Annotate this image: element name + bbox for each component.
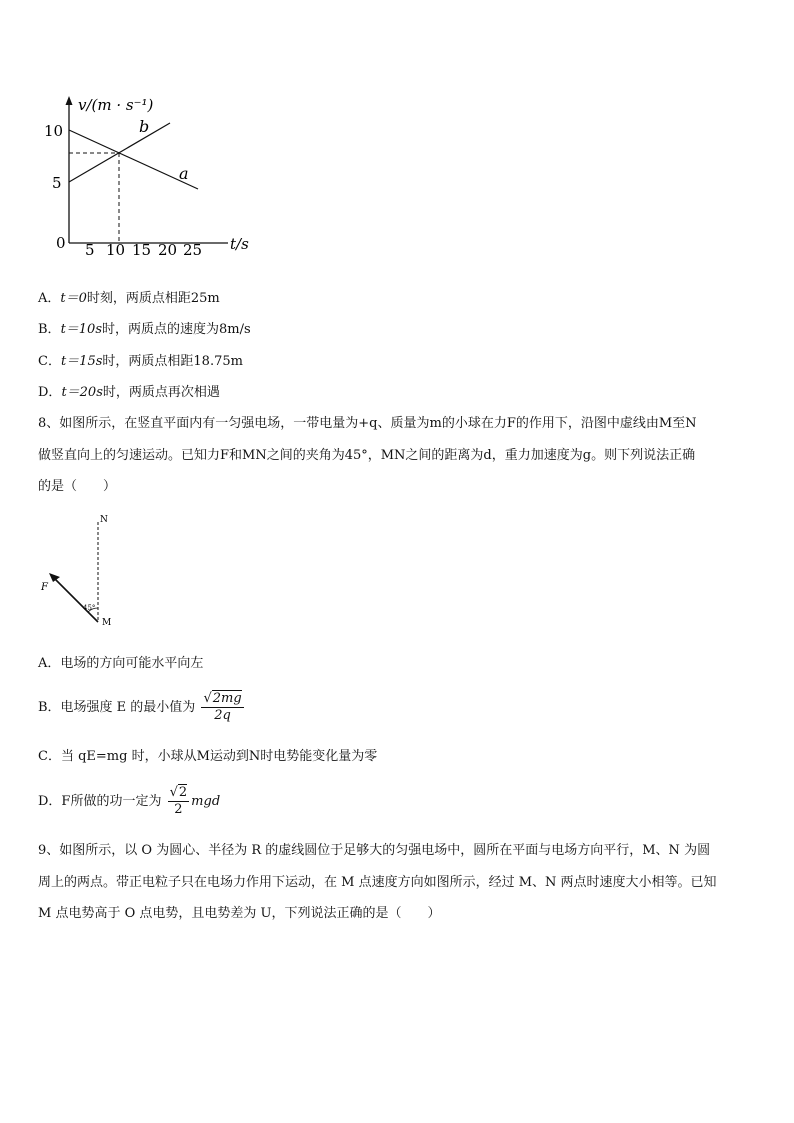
origin-label: 0 bbox=[56, 234, 66, 252]
q9-line-2: 周上的两点。带正电粒子只在电场力作用下运动，在 M 点速度方向如图所示，经过 M、N 两点时速度大小相等。已知 bbox=[38, 875, 717, 890]
x-tick-25: 25 bbox=[183, 241, 203, 259]
x-tick-15: 15 bbox=[132, 241, 152, 259]
label-f: F bbox=[41, 582, 48, 593]
line-b-label: b bbox=[139, 117, 150, 136]
q8-line-2: 做竖直向上的匀速运动。已知力F和MN之间的夹角为45°，MN之间的距离为d，重力加速度为g。则下列说法正确 bbox=[38, 448, 696, 463]
y-tick-5: 5 bbox=[52, 174, 62, 192]
q8-line-1: 8、如图所示，在竖直平面内有一匀强电场，一带电量为+q、质量为m的小球在力F的作用下，沿图中虚线由M至N bbox=[38, 416, 697, 431]
fraction-sqrt2mg-over-2q: $\frac{√2mg}{2q}$ bbox=[203, 691, 242, 723]
label-n: N bbox=[100, 515, 108, 525]
y-axis-arrow bbox=[66, 96, 73, 105]
y-axis-label: v/(m · s⁻¹) bbox=[78, 96, 154, 114]
q8-option-c: C．当 qE=mg 时，小球从M运动到N时电势能变化量为零 bbox=[38, 749, 378, 764]
angle-label: 45° bbox=[83, 604, 96, 612]
y-tick-10: 10 bbox=[44, 122, 64, 140]
q8-option-b: B．电场强度 E 的最小值为 $\frac{√2mg}{2q}$ bbox=[38, 691, 242, 723]
line-a-label: a bbox=[179, 164, 189, 183]
q7-option-d: D．t＝20s时，两质点再次相遇 bbox=[38, 385, 220, 400]
q8-line-3: 的是（ ） bbox=[38, 479, 117, 494]
q7-option-c: C．t＝15s时，两质点相距18.75m bbox=[38, 354, 243, 369]
velocity-time-graph bbox=[38, 88, 268, 263]
fraction-sqrt2-over-2: $\frac{√2}{2}$ bbox=[169, 785, 188, 817]
x-tick-20: 20 bbox=[158, 241, 178, 259]
x-tick-5: 5 bbox=[85, 241, 95, 259]
force-arrowhead bbox=[49, 573, 60, 582]
label-m: M bbox=[102, 618, 112, 628]
force-diagram bbox=[38, 510, 128, 635]
q8-option-d: D．F所做的功一定为 $\frac{√2}{2}$ mgd bbox=[38, 785, 221, 817]
x-axis-label: t/s bbox=[230, 235, 249, 253]
q9-line-3: M 点电势高于 O 点电势，且电势差为 U，下列说法正确的是（ ） bbox=[38, 906, 441, 921]
q7-option-a: A．t＝0时刻，两质点相距25m bbox=[38, 291, 220, 306]
x-tick-10: 10 bbox=[106, 241, 126, 259]
q7-option-b: B．t＝10s时，两质点的速度为8m/s bbox=[38, 322, 251, 337]
q8-option-a: A．电场的方向可能水平向左 bbox=[38, 656, 204, 671]
q9-line-1: 9、如图所示，以 O 为圆心、半径为 R 的虚线圆位于足够大的匀强电场中，圆所在平面与电场方向平行，M、N 为圆 bbox=[38, 843, 711, 858]
force-vector-line bbox=[52, 576, 98, 622]
